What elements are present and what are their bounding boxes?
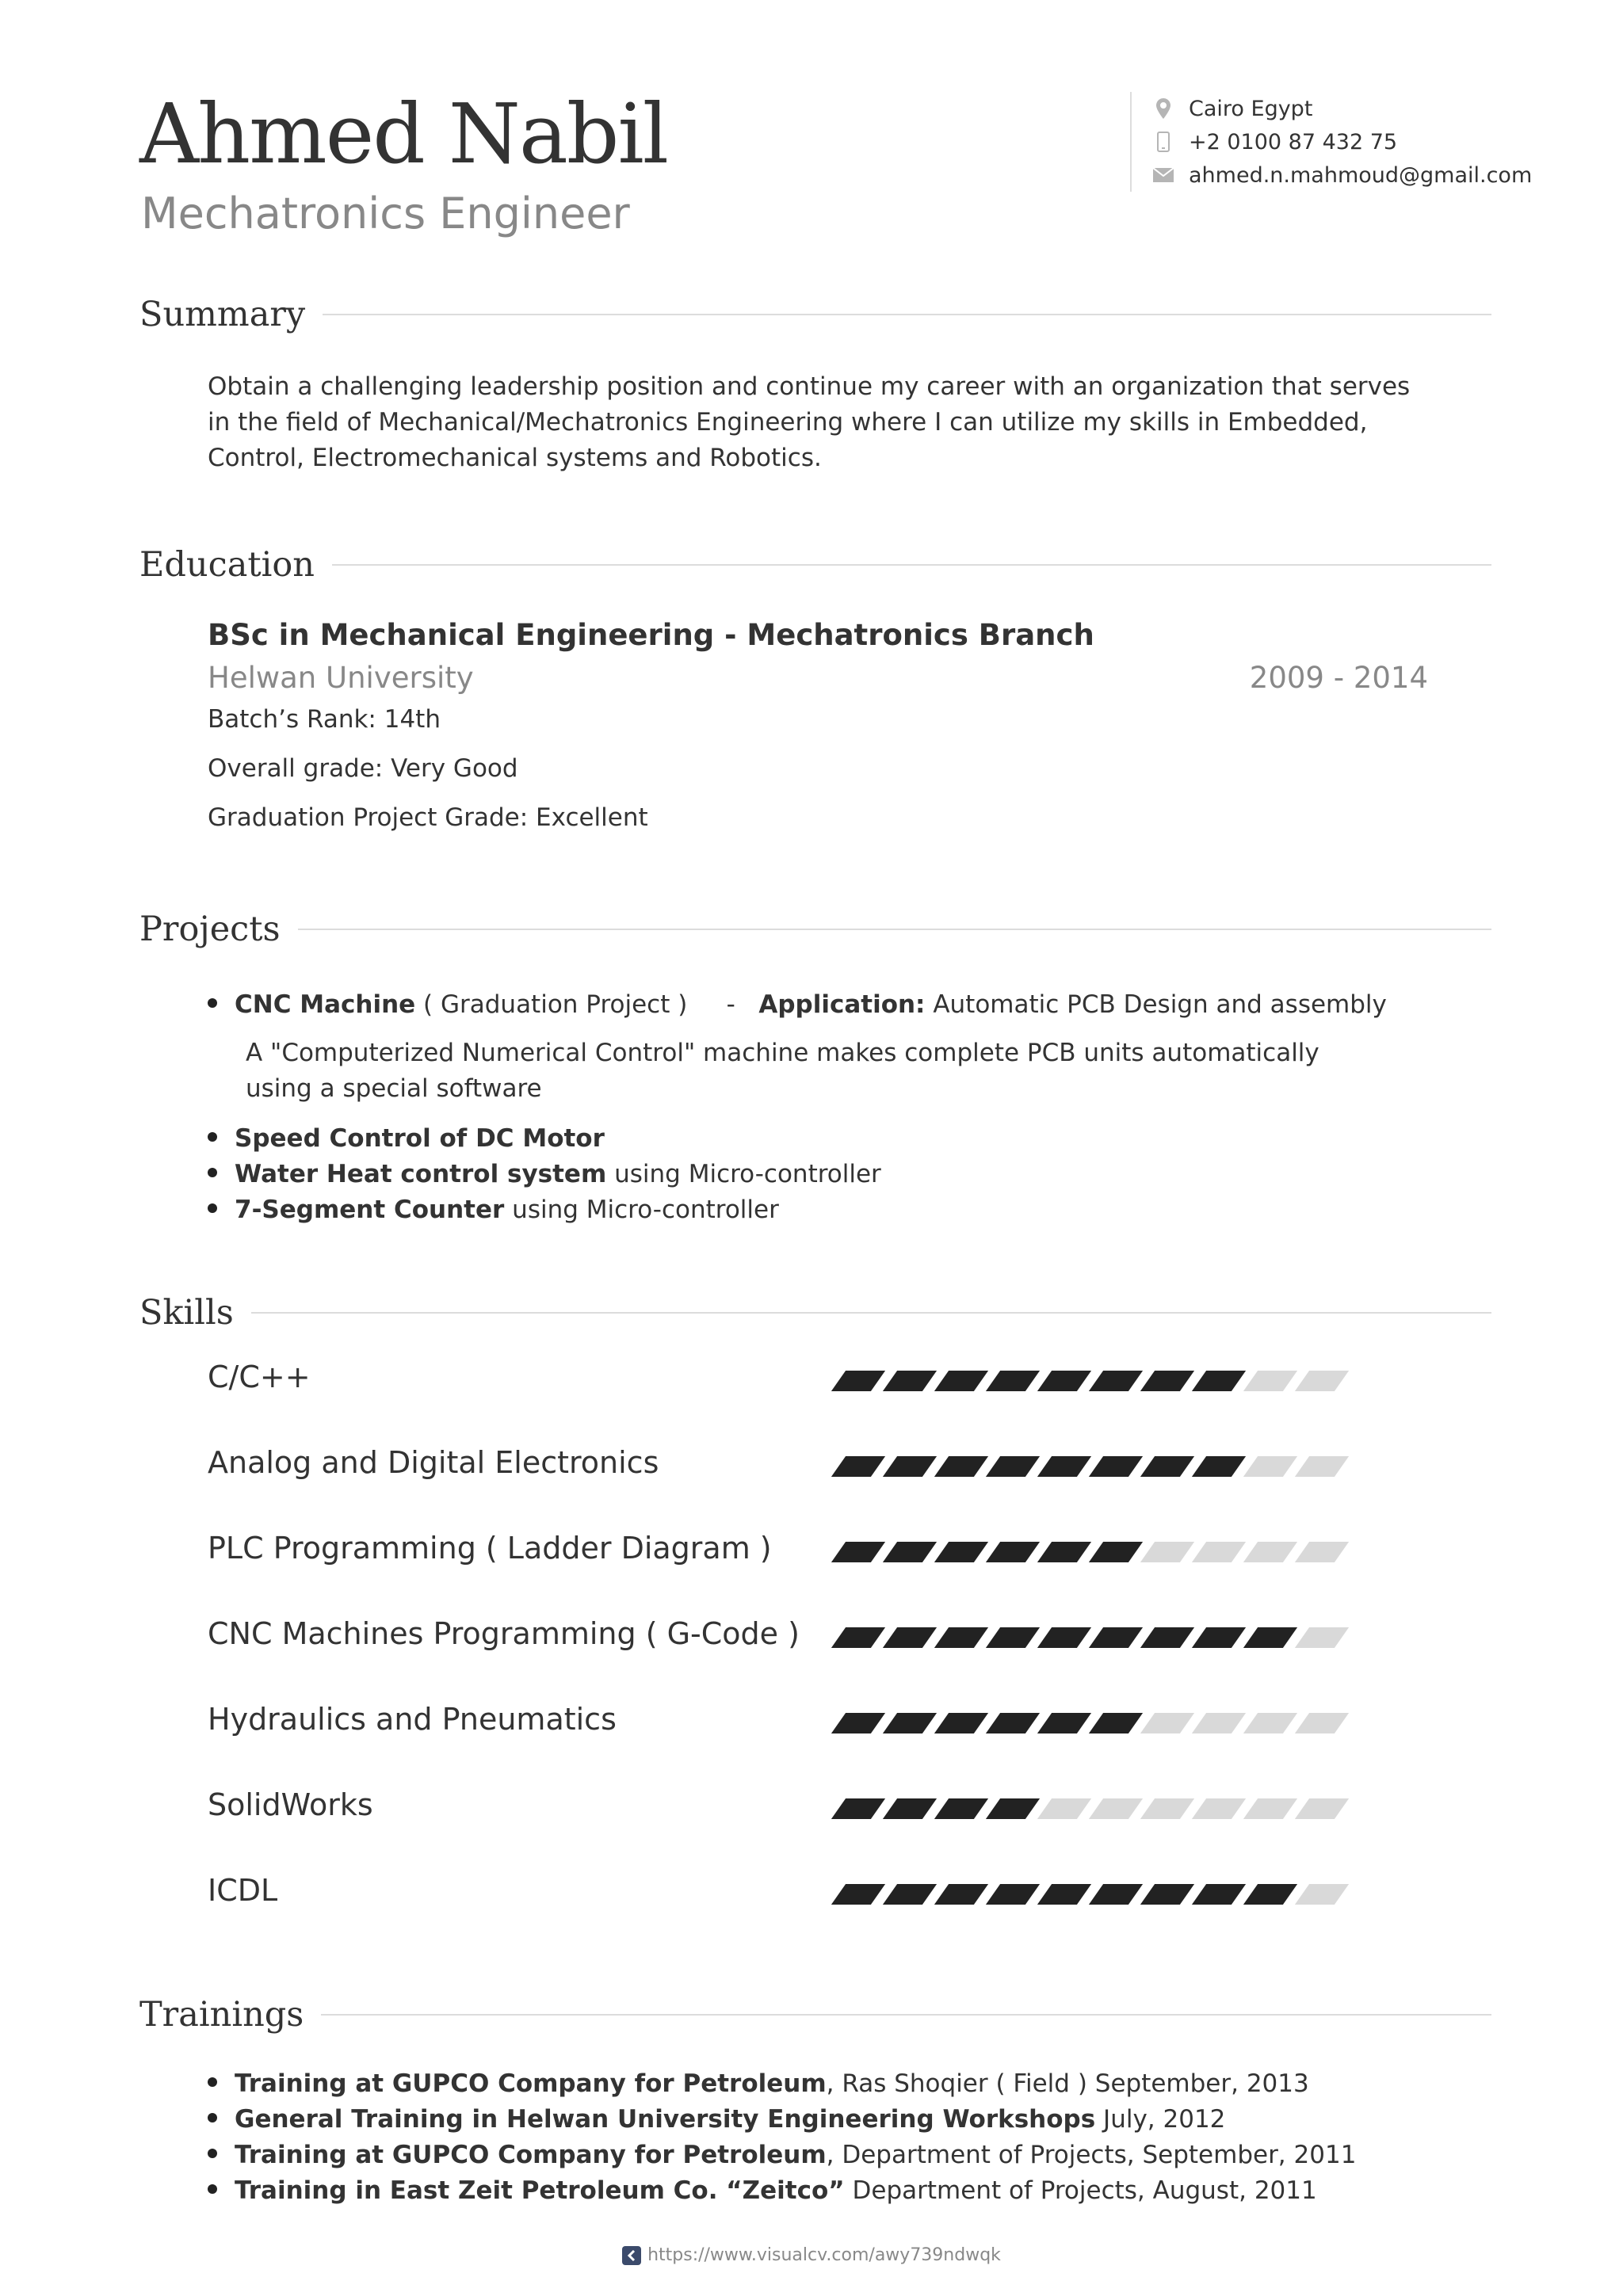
skill-segment-filled <box>934 1798 988 1819</box>
skill-segment-filled <box>1089 1627 1143 1648</box>
project-detail: using Micro-controller <box>606 1160 881 1188</box>
footer-url[interactable]: https://www.visualcv.com/awy739ndwqk <box>647 2245 1001 2265</box>
skill-segment-filled <box>986 1627 1040 1648</box>
skill-segment-empty <box>1295 1456 1349 1477</box>
project-application-text: Automatic PCB Design and assembly <box>925 990 1387 1019</box>
summary-text: Obtain a challenging leadership position and continue my career with an organization that serves in the field of Mechanical/Mechatronics Engineering where I can utilize my skills in Embedded, Control, Electromechanical systems and Robotics. <box>208 372 1411 472</box>
skill-segment-filled <box>883 1371 937 1391</box>
visualcv-logo-icon <box>622 2246 641 2265</box>
contact-location-text: Cairo Egypt <box>1189 96 1313 121</box>
skill-row <box>208 1873 1349 1913</box>
skill-segment-filled <box>883 1542 937 1562</box>
skill-segment-filled <box>1192 1456 1246 1477</box>
education-school: Helwan University <box>208 661 474 695</box>
skill-segment-filled <box>1192 1884 1246 1905</box>
skill-segment-empty <box>1192 1798 1246 1819</box>
skill-segment-filled <box>1037 1627 1091 1648</box>
list-item <box>208 1192 1444 1228</box>
skill-name: PLC Programming ( Ladder Diagram ) <box>208 1531 772 1566</box>
skill-segment-filled <box>1089 1542 1143 1562</box>
skill-segment-empty <box>1140 1713 1194 1733</box>
skill-name: Hydraulics and Pneumatics <box>208 1702 617 1737</box>
skill-segment-empty <box>1243 1371 1297 1391</box>
section-divider <box>323 314 1491 315</box>
skill-row <box>208 1702 1349 1741</box>
bullet-icon <box>208 2077 217 2087</box>
skill-name: C/C++ <box>208 1360 311 1394</box>
education-dates: 2009 - 2014 <box>1249 661 1428 695</box>
skill-segment-filled <box>883 1627 937 1648</box>
training-detail: , Department of Projects, September, 2011 <box>826 2141 1357 2169</box>
skill-level-bar <box>838 1798 1354 1819</box>
skill-segment-filled <box>883 1713 937 1733</box>
projects-heading: Projects <box>139 910 281 949</box>
skill-row <box>208 1787 1349 1827</box>
bullet-icon <box>208 998 217 1008</box>
skill-segment-filled <box>1037 1713 1091 1733</box>
skill-segment-filled <box>831 1542 885 1562</box>
skill-segment-filled <box>934 1713 988 1733</box>
project-title: Water Heat control system <box>235 1160 607 1188</box>
skill-segment-empty <box>1140 1798 1194 1819</box>
skill-segment-filled <box>986 1542 1040 1562</box>
skill-segment-filled <box>1192 1371 1246 1391</box>
skill-segment-empty <box>1243 1798 1297 1819</box>
skill-segment-filled <box>986 1371 1040 1391</box>
skill-segment-filled <box>831 1884 885 1905</box>
skill-segment-filled <box>831 1798 885 1819</box>
mail-icon <box>1152 164 1174 186</box>
skill-segment-empty <box>1243 1542 1297 1562</box>
skill-segment-filled <box>934 1627 988 1648</box>
skill-segment-filled <box>1243 1884 1297 1905</box>
project-note: ( Graduation Project ) - <box>415 990 759 1019</box>
skills-section-header <box>139 1293 1491 1333</box>
bullet-icon <box>208 2113 217 2122</box>
project-title: Speed Control of DC Motor <box>235 1124 605 1153</box>
skills-heading: Skills <box>139 1293 234 1333</box>
list-item <box>208 2102 1444 2138</box>
skill-segment-filled <box>986 1713 1040 1733</box>
training-detail: , Ras Shoqier ( Field ) September, 2013 <box>826 2069 1309 2098</box>
skill-segment-filled <box>1037 1456 1091 1477</box>
candidate-name: Ahmed Nabil <box>139 86 667 182</box>
skill-segment-filled <box>883 1456 937 1477</box>
trainings-heading: Trainings <box>139 1995 304 2035</box>
skill-level-bar <box>838 1542 1354 1562</box>
skill-row <box>208 1445 1349 1485</box>
skill-segment-empty <box>1295 1627 1349 1648</box>
skill-segment-empty <box>1037 1798 1091 1819</box>
skill-level-bar <box>838 1884 1354 1905</box>
bullet-icon <box>208 1132 217 1142</box>
contact-block <box>1130 92 1532 192</box>
projects-list <box>208 987 1444 1228</box>
skill-segment-empty <box>1089 1798 1143 1819</box>
summary-heading: Summary <box>139 295 306 334</box>
skill-row <box>208 1616 1349 1656</box>
training-title: Training at GUPCO Company for Petroleum <box>235 2141 827 2169</box>
skill-segment-filled <box>1140 1371 1194 1391</box>
skill-segment-filled <box>1089 1371 1143 1391</box>
trainings-list <box>208 2066 1444 2209</box>
skill-segment-filled <box>1243 1627 1297 1648</box>
education-section-header <box>139 545 1491 585</box>
candidate-role: Mechatronics Engineer <box>141 189 630 238</box>
skill-segment-filled <box>986 1456 1040 1477</box>
section-divider <box>251 1312 1491 1314</box>
education-heading: Education <box>139 545 315 585</box>
skill-segment-empty <box>1192 1713 1246 1733</box>
list-item <box>208 2066 1444 2102</box>
skill-segment-filled <box>831 1713 885 1733</box>
skill-segment-filled <box>831 1456 885 1477</box>
skill-segment-filled <box>1140 1456 1194 1477</box>
list-item <box>208 987 1444 1023</box>
training-title: Training in East Zeit Petroleum Co. “Zeitco” <box>235 2176 845 2205</box>
education-detail: Graduation Project Grade: Excellent <box>208 803 648 832</box>
skill-segment-empty <box>1243 1456 1297 1477</box>
projects-section-header <box>139 910 1491 949</box>
section-divider <box>332 564 1491 566</box>
bullet-icon <box>208 1203 217 1213</box>
training-detail: Department of Projects, August, 2011 <box>844 2176 1317 2205</box>
bullet-icon <box>208 1168 217 1177</box>
skill-name: ICDL <box>208 1873 278 1908</box>
skill-segment-empty <box>1295 1798 1349 1819</box>
project-title: CNC Machine <box>235 990 416 1019</box>
skill-name: CNC Machines Programming ( G-Code ) <box>208 1616 800 1651</box>
project-description: A "Computerized Numerical Control" machine makes complete PCB units automatically using a special software <box>246 1039 1319 1103</box>
trainings-section-header <box>139 1995 1491 2035</box>
skill-segment-filled <box>1037 1884 1091 1905</box>
skill-segment-filled <box>934 1456 988 1477</box>
skill-segment-empty <box>1243 1713 1297 1733</box>
skill-level-bar <box>838 1456 1354 1477</box>
project-detail: using Micro-controller <box>504 1196 779 1224</box>
skill-segment-filled <box>1140 1627 1194 1648</box>
skill-segment-filled <box>1089 1713 1143 1733</box>
skill-segment-filled <box>831 1627 885 1648</box>
skill-segment-filled <box>934 1542 988 1562</box>
skill-segment-empty <box>1140 1542 1194 1562</box>
skill-segment-filled <box>883 1884 937 1905</box>
skill-segment-filled <box>986 1798 1040 1819</box>
skill-segment-filled <box>1140 1884 1194 1905</box>
contact-phone-text: +2 0100 87 432 75 <box>1189 129 1398 154</box>
education-detail: Overall grade: Very Good <box>208 754 518 783</box>
skill-segment-filled <box>1089 1884 1143 1905</box>
list-item <box>208 1157 1444 1192</box>
contact-location <box>1152 92 1532 125</box>
contact-phone <box>1152 125 1532 158</box>
training-title: General Training in Helwan University Engineering Workshops <box>235 2105 1096 2134</box>
skill-segment-filled <box>986 1884 1040 1905</box>
list-item <box>208 1121 1444 1157</box>
skill-level-bar <box>838 1627 1354 1648</box>
section-divider <box>298 929 1491 930</box>
skill-name: SolidWorks <box>208 1787 373 1822</box>
skill-segment-filled <box>934 1371 988 1391</box>
training-detail: July, 2012 <box>1095 2105 1226 2134</box>
skill-segment-empty <box>1295 1542 1349 1562</box>
education-degree: BSc in Mechanical Engineering - Mechatronics Branch <box>208 618 1094 652</box>
skill-row <box>208 1531 1349 1570</box>
bullet-icon <box>208 2149 217 2158</box>
contact-email-text[interactable]: ahmed.n.mahmoud@gmail.com <box>1189 162 1533 188</box>
skill-segment-filled <box>883 1798 937 1819</box>
contact-email <box>1152 158 1532 192</box>
skill-segment-filled <box>1037 1542 1091 1562</box>
skill-segment-filled <box>831 1371 885 1391</box>
skill-segment-empty <box>1295 1713 1349 1733</box>
skill-segment-filled <box>1037 1371 1091 1391</box>
skill-segment-empty <box>1295 1371 1349 1391</box>
skill-segment-filled <box>1192 1627 1246 1648</box>
summary-section-header <box>139 295 1491 334</box>
location-pin-icon <box>1152 97 1174 120</box>
skill-level-bar <box>838 1713 1354 1733</box>
skill-segment-empty <box>1192 1542 1246 1562</box>
training-title: Training at GUPCO Company for Petroleum <box>235 2069 827 2098</box>
list-item <box>208 2138 1444 2173</box>
skill-segment-filled <box>934 1884 988 1905</box>
skill-segment-empty <box>1295 1884 1349 1905</box>
skill-segment-filled <box>1089 1456 1143 1477</box>
project-title: 7-Segment Counter <box>235 1196 505 1224</box>
bullet-icon <box>208 2184 217 2194</box>
education-detail: Batch’s Rank: 14th <box>208 705 441 734</box>
section-divider <box>321 2014 1491 2016</box>
footer <box>0 2245 1623 2265</box>
skill-row <box>208 1360 1349 1399</box>
skill-name: Analog and Digital Electronics <box>208 1445 659 1480</box>
list-item <box>208 2173 1444 2209</box>
phone-icon <box>1152 131 1174 153</box>
skill-level-bar <box>838 1371 1354 1391</box>
project-application-label: Application: <box>758 990 926 1019</box>
